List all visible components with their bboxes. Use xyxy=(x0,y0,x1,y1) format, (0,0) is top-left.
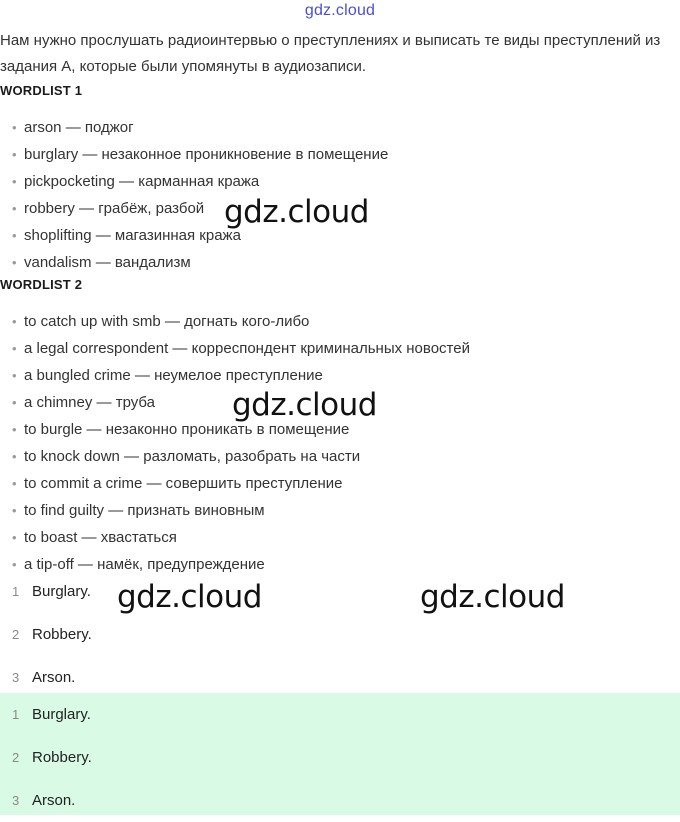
bullet-icon: • xyxy=(12,201,17,216)
list-item: • a legal correspondent — корреспондент криминальных новостей xyxy=(0,335,470,362)
answer-number: 3 xyxy=(12,670,20,685)
wordlist-2-heading: WORDLIST 2 xyxy=(0,277,83,292)
answer-text: Burglary. xyxy=(32,706,91,723)
watermark: gdz.cloud xyxy=(117,579,262,615)
list-item: • to commit a crime — совершить преступление xyxy=(0,470,470,497)
answer-row xyxy=(0,613,680,656)
list-item: • vandalism — вандализм xyxy=(0,249,388,276)
bullet-icon: • xyxy=(12,174,17,189)
bullet-icon: • xyxy=(12,314,17,329)
list-item: • to find guilty — признать виновным xyxy=(0,497,470,524)
answer-row xyxy=(0,570,680,613)
wordlist-1-heading: WORDLIST 1 xyxy=(0,83,83,98)
list-item: • arson — поджог xyxy=(0,114,388,141)
site-title[interactable]: gdz.cloud xyxy=(304,2,376,19)
answer-text: Robbery. xyxy=(32,626,92,643)
list-item: • to catch up with smb — догнать кого-либо xyxy=(0,308,470,335)
bullet-icon: • xyxy=(12,422,17,437)
answer-number: 2 xyxy=(12,750,20,765)
bullet-icon: • xyxy=(12,147,17,162)
bullet-icon: • xyxy=(12,503,17,518)
answer-row xyxy=(0,736,680,779)
answer-text: Burglary. xyxy=(32,583,91,600)
list-item: • to burgle — незаконно проникать в помещение xyxy=(0,416,470,443)
list-item: • a chimney — труба xyxy=(0,389,470,416)
bullet-icon: • xyxy=(12,476,17,491)
task-intro: Нам нужно прослушать радиоинтервью о преступлениях и выписать те виды преступлений из задания А, которые были упомянуты в аудиозаписи. xyxy=(0,32,661,75)
bullet-icon: • xyxy=(12,557,17,572)
list-item: • to boast — хвастаться xyxy=(0,524,470,551)
watermark: gdz.cloud xyxy=(224,194,369,230)
watermark: gdz.cloud xyxy=(420,579,565,615)
answer-number: 2 xyxy=(12,627,20,642)
answer-row xyxy=(0,779,680,822)
highlighted-answer-list xyxy=(0,693,680,815)
list-item: • to knock down — разломать, разобрать на части xyxy=(0,443,470,470)
bullet-icon: • xyxy=(12,368,17,383)
bullet-icon: • xyxy=(12,395,17,410)
answer-number: 1 xyxy=(12,707,20,722)
bullet-icon: • xyxy=(12,228,17,243)
answer-list xyxy=(0,570,680,699)
bullet-icon: • xyxy=(12,449,17,464)
list-item: • burglary — незаконное проникновение в помещение xyxy=(0,141,388,168)
answer-row xyxy=(0,693,680,736)
list-item: • pickpocketing — карманная кража xyxy=(0,168,388,195)
bullet-icon: • xyxy=(12,120,17,135)
answer-number: 3 xyxy=(12,793,20,808)
list-item: • a tip-off — намёк, предупреждение xyxy=(0,551,470,578)
bullet-icon: • xyxy=(12,341,17,356)
answer-text: Arson. xyxy=(32,669,76,686)
bullet-icon: • xyxy=(12,255,17,270)
answer-number: 1 xyxy=(12,584,20,599)
bullet-icon: • xyxy=(12,530,17,545)
answer-text: Arson. xyxy=(32,792,76,809)
answer-text: Robbery. xyxy=(32,749,92,766)
watermark: gdz.cloud xyxy=(232,387,377,423)
list-item: • robbery — грабёж, разбой xyxy=(0,195,388,222)
list-item: • a bungled crime — неумелое преступление xyxy=(0,362,470,389)
list-item: • shoplifting — магазинная кража xyxy=(0,222,388,249)
wordlist-2 xyxy=(0,308,470,578)
